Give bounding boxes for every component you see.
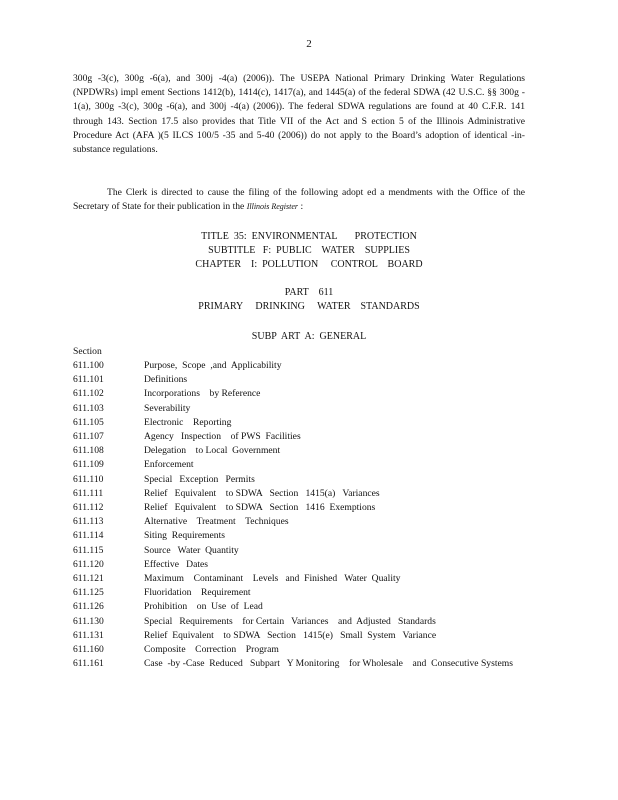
section-row — [73, 615, 533, 629]
section-row — [73, 473, 533, 487]
section-row — [73, 629, 533, 643]
section-title: Relief Equivalent to SDWA Section 1415(e) Small System Variance — [144, 629, 437, 641]
section-row — [73, 515, 533, 529]
section-row — [73, 373, 533, 387]
section-row — [73, 558, 533, 572]
part-heading — [0, 286, 618, 314]
section-number: 611.103 — [73, 402, 104, 414]
section-title: Definitions — [144, 374, 188, 386]
directive-end: : — [300, 201, 304, 213]
section-title: Effective Dates — [144, 558, 209, 570]
section-row — [73, 572, 533, 586]
section-row — [73, 430, 533, 444]
title-line: TITLE 35: ENVIRONMENTAL PROTECTION — [201, 231, 417, 242]
section-title: Fluoridation Requirement — [144, 587, 251, 599]
section-title: Maximum Contaminant Levels and Finished Water Quality — [144, 573, 401, 585]
section-title: Alternative Treatment Techniques — [144, 516, 289, 528]
section-title: Siting Requirements — [144, 530, 226, 542]
illinois-register-title: Illinois Register — [246, 202, 299, 212]
section-number: 611.102 — [73, 388, 104, 400]
section-row — [73, 600, 533, 614]
subpart-title: SUBP ART A: GENERAL — [251, 331, 367, 342]
section-row — [73, 501, 533, 515]
section-row — [73, 487, 533, 501]
section-title: Relief Equivalent to SDWA Section 1415(a) Variances — [144, 487, 380, 499]
section-title: Composite Correction Program — [144, 644, 279, 656]
part-number: PART 611 — [284, 287, 334, 298]
section-number: 611.115 — [73, 544, 104, 556]
body-paragraph: 300g -3(c), 300g -6(a), and 300j -4(a) (2006)). The USEPA National Primary Drinking Water Regulations (NPDWRs) impl ement Sections 1412(b), 1414(c), 1417(a), and 1445(a) of the federal SDWA (42 U.S.C. §§ 300g - 1(a), 300g -3(c), 300g -6(a), and 300j -4(a) (2006)). The federal SDWA regulations are found at 40 C.F.R. 141 through 143. Section 17.5 also provides that Title VII of the Act and S ection 5 of the Illinois Administrative Procedure Act (AFA )(5 ILCS 100/5 -35 and 5-40 (2006)) do not apply to the Board’s adoption of identical -in-substance regulations. — [73, 73, 525, 156]
section-number: 611.120 — [73, 558, 104, 570]
section-number: 611.126 — [73, 601, 104, 613]
section-number: 611.100 — [73, 360, 104, 371]
section-number: 611.125 — [73, 587, 104, 599]
section-column-label: Section — [73, 346, 102, 357]
section-row — [73, 444, 533, 458]
section-number: 611.161 — [73, 658, 104, 670]
section-row — [73, 416, 533, 430]
section-number: 611.112 — [73, 502, 104, 514]
section-title: Special Requirements for Certain Variances and Adjusted Standards — [144, 615, 436, 627]
section-title: Incorporations by Reference — [144, 388, 261, 400]
subpart-heading — [0, 330, 618, 344]
chapter-line: CHAPTER I: POLLUTION CONTROL BOARD — [195, 259, 423, 271]
section-title: Electronic Reporting — [144, 416, 232, 428]
section-title: Prohibition on Use of Lead — [144, 601, 263, 613]
section-title: Source Water Quantity — [144, 544, 239, 556]
section-row — [73, 657, 533, 671]
section-number: 611.101 — [73, 374, 104, 386]
section-number: 611.107 — [73, 431, 104, 443]
part-title: PRIMARY DRINKING WATER STANDARDS — [198, 301, 420, 313]
section-title: Relief Equivalent to SDWA Section 1416 Exemptions — [144, 502, 376, 514]
section-number: 611.109 — [73, 459, 104, 471]
title-heading — [0, 230, 618, 273]
page-number: 2 — [306, 38, 312, 50]
section-list — [73, 359, 533, 671]
section-number: 611.111 — [73, 487, 104, 499]
section-title: Delegation to Local Government — [144, 445, 281, 457]
section-row — [73, 643, 533, 657]
directive-text: The Clerk is directed to cause the filing of the following adopt ed a mendments with the Office of the Secretary of State for their publication in the — [73, 187, 525, 213]
section-title: Enforcement — [144, 459, 194, 471]
section-title: Purpose, Scope ,and Applicability — [144, 360, 282, 371]
section-row — [73, 458, 533, 472]
section-number: 611.108 — [73, 445, 104, 457]
clerk-directive-paragraph — [73, 186, 525, 214]
section-title: Special Exception Permits — [144, 473, 255, 485]
section-number: 611.131 — [73, 629, 104, 641]
section-number: 611.113 — [73, 516, 104, 528]
subtitle-line: SUBTITLE F: PUBLIC WATER SUPPLIES — [208, 245, 410, 257]
section-title: Agency Inspection of PWS Facilities — [144, 431, 301, 443]
section-number: 611.110 — [73, 473, 104, 485]
section-row — [73, 402, 533, 416]
section-number: 611.160 — [73, 644, 104, 656]
section-row — [73, 529, 533, 543]
section-row — [73, 359, 533, 373]
section-number: 611.105 — [73, 416, 104, 428]
section-number: 611.130 — [73, 615, 104, 627]
section-row — [73, 586, 533, 600]
section-title: Case -by -Case Reduced Subpart Y Monitoring for Wholesale and Consecutive Systems — [144, 658, 513, 670]
section-row — [73, 387, 533, 401]
section-row — [73, 544, 533, 558]
section-number: 611.114 — [73, 530, 104, 542]
section-title: Severability — [144, 402, 191, 414]
section-number: 611.121 — [73, 573, 104, 585]
